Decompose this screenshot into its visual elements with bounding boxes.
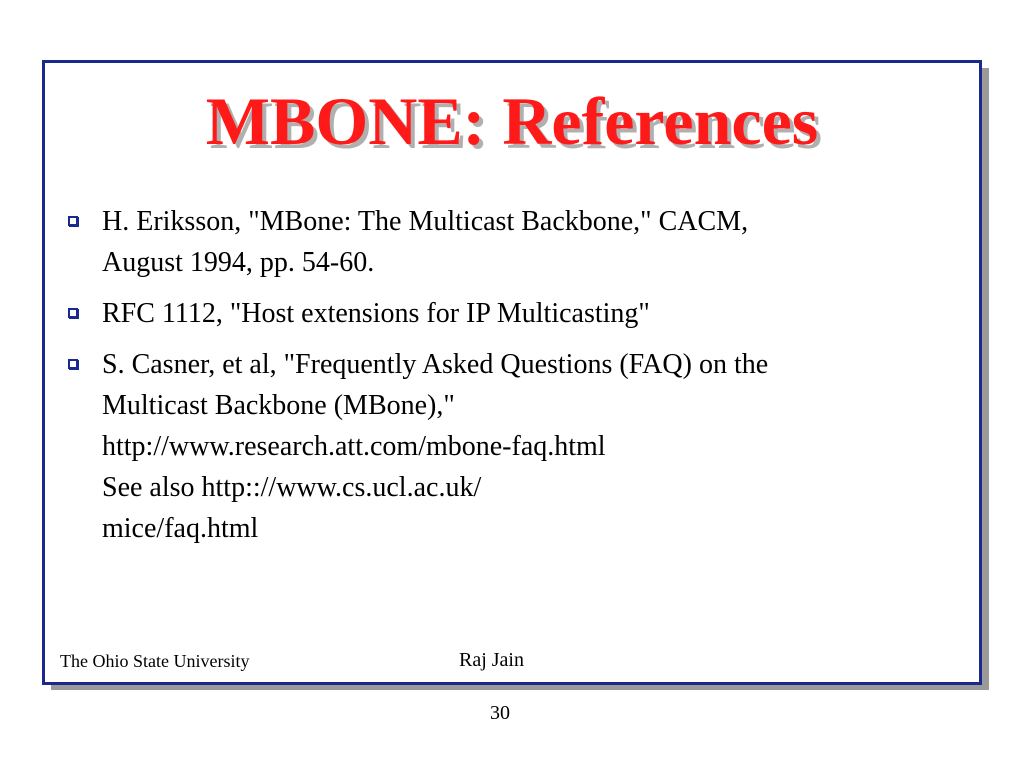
bullet-item	[65, 293, 965, 334]
hollow-square-bullet-icon	[68, 308, 78, 318]
hollow-square-bullet-icon	[68, 359, 78, 369]
bullet-text-line: August 1994, pp. 54-60.	[102, 247, 375, 278]
bullet-text-line: H. Eriksson, "MBone: The Multicast Backbone," CACM,	[102, 206, 749, 237]
bullet-text-line: S. Casner, et al, "Frequently Asked Questions (FAQ) on the	[102, 349, 769, 380]
footer-institution: The Ohio State University	[60, 651, 250, 671]
hollow-square-bullet-icon	[68, 216, 78, 226]
bullet-text-line: RFC 1112, "Host extensions for IP Multicasting"	[102, 298, 650, 329]
bullet-text-line: See also http:://www.cs.ucl.ac.uk/	[102, 472, 482, 503]
bullet-text-line: mice/faq.html	[102, 513, 259, 544]
title-container	[45, 83, 979, 159]
page-number: 30	[490, 702, 510, 724]
url-text: http://www.research.att.com/mbone-faq.html	[102, 431, 606, 462]
slide-title: MBONE: References	[205, 83, 819, 159]
bullet-item	[65, 201, 965, 283]
slide-frame	[42, 60, 982, 685]
bullet-item	[65, 344, 965, 549]
bullet-text-line: Multicast Backbone (MBone),"	[102, 390, 455, 421]
bullet-list	[65, 201, 965, 559]
footer-author: Raj Jain	[459, 649, 524, 671]
